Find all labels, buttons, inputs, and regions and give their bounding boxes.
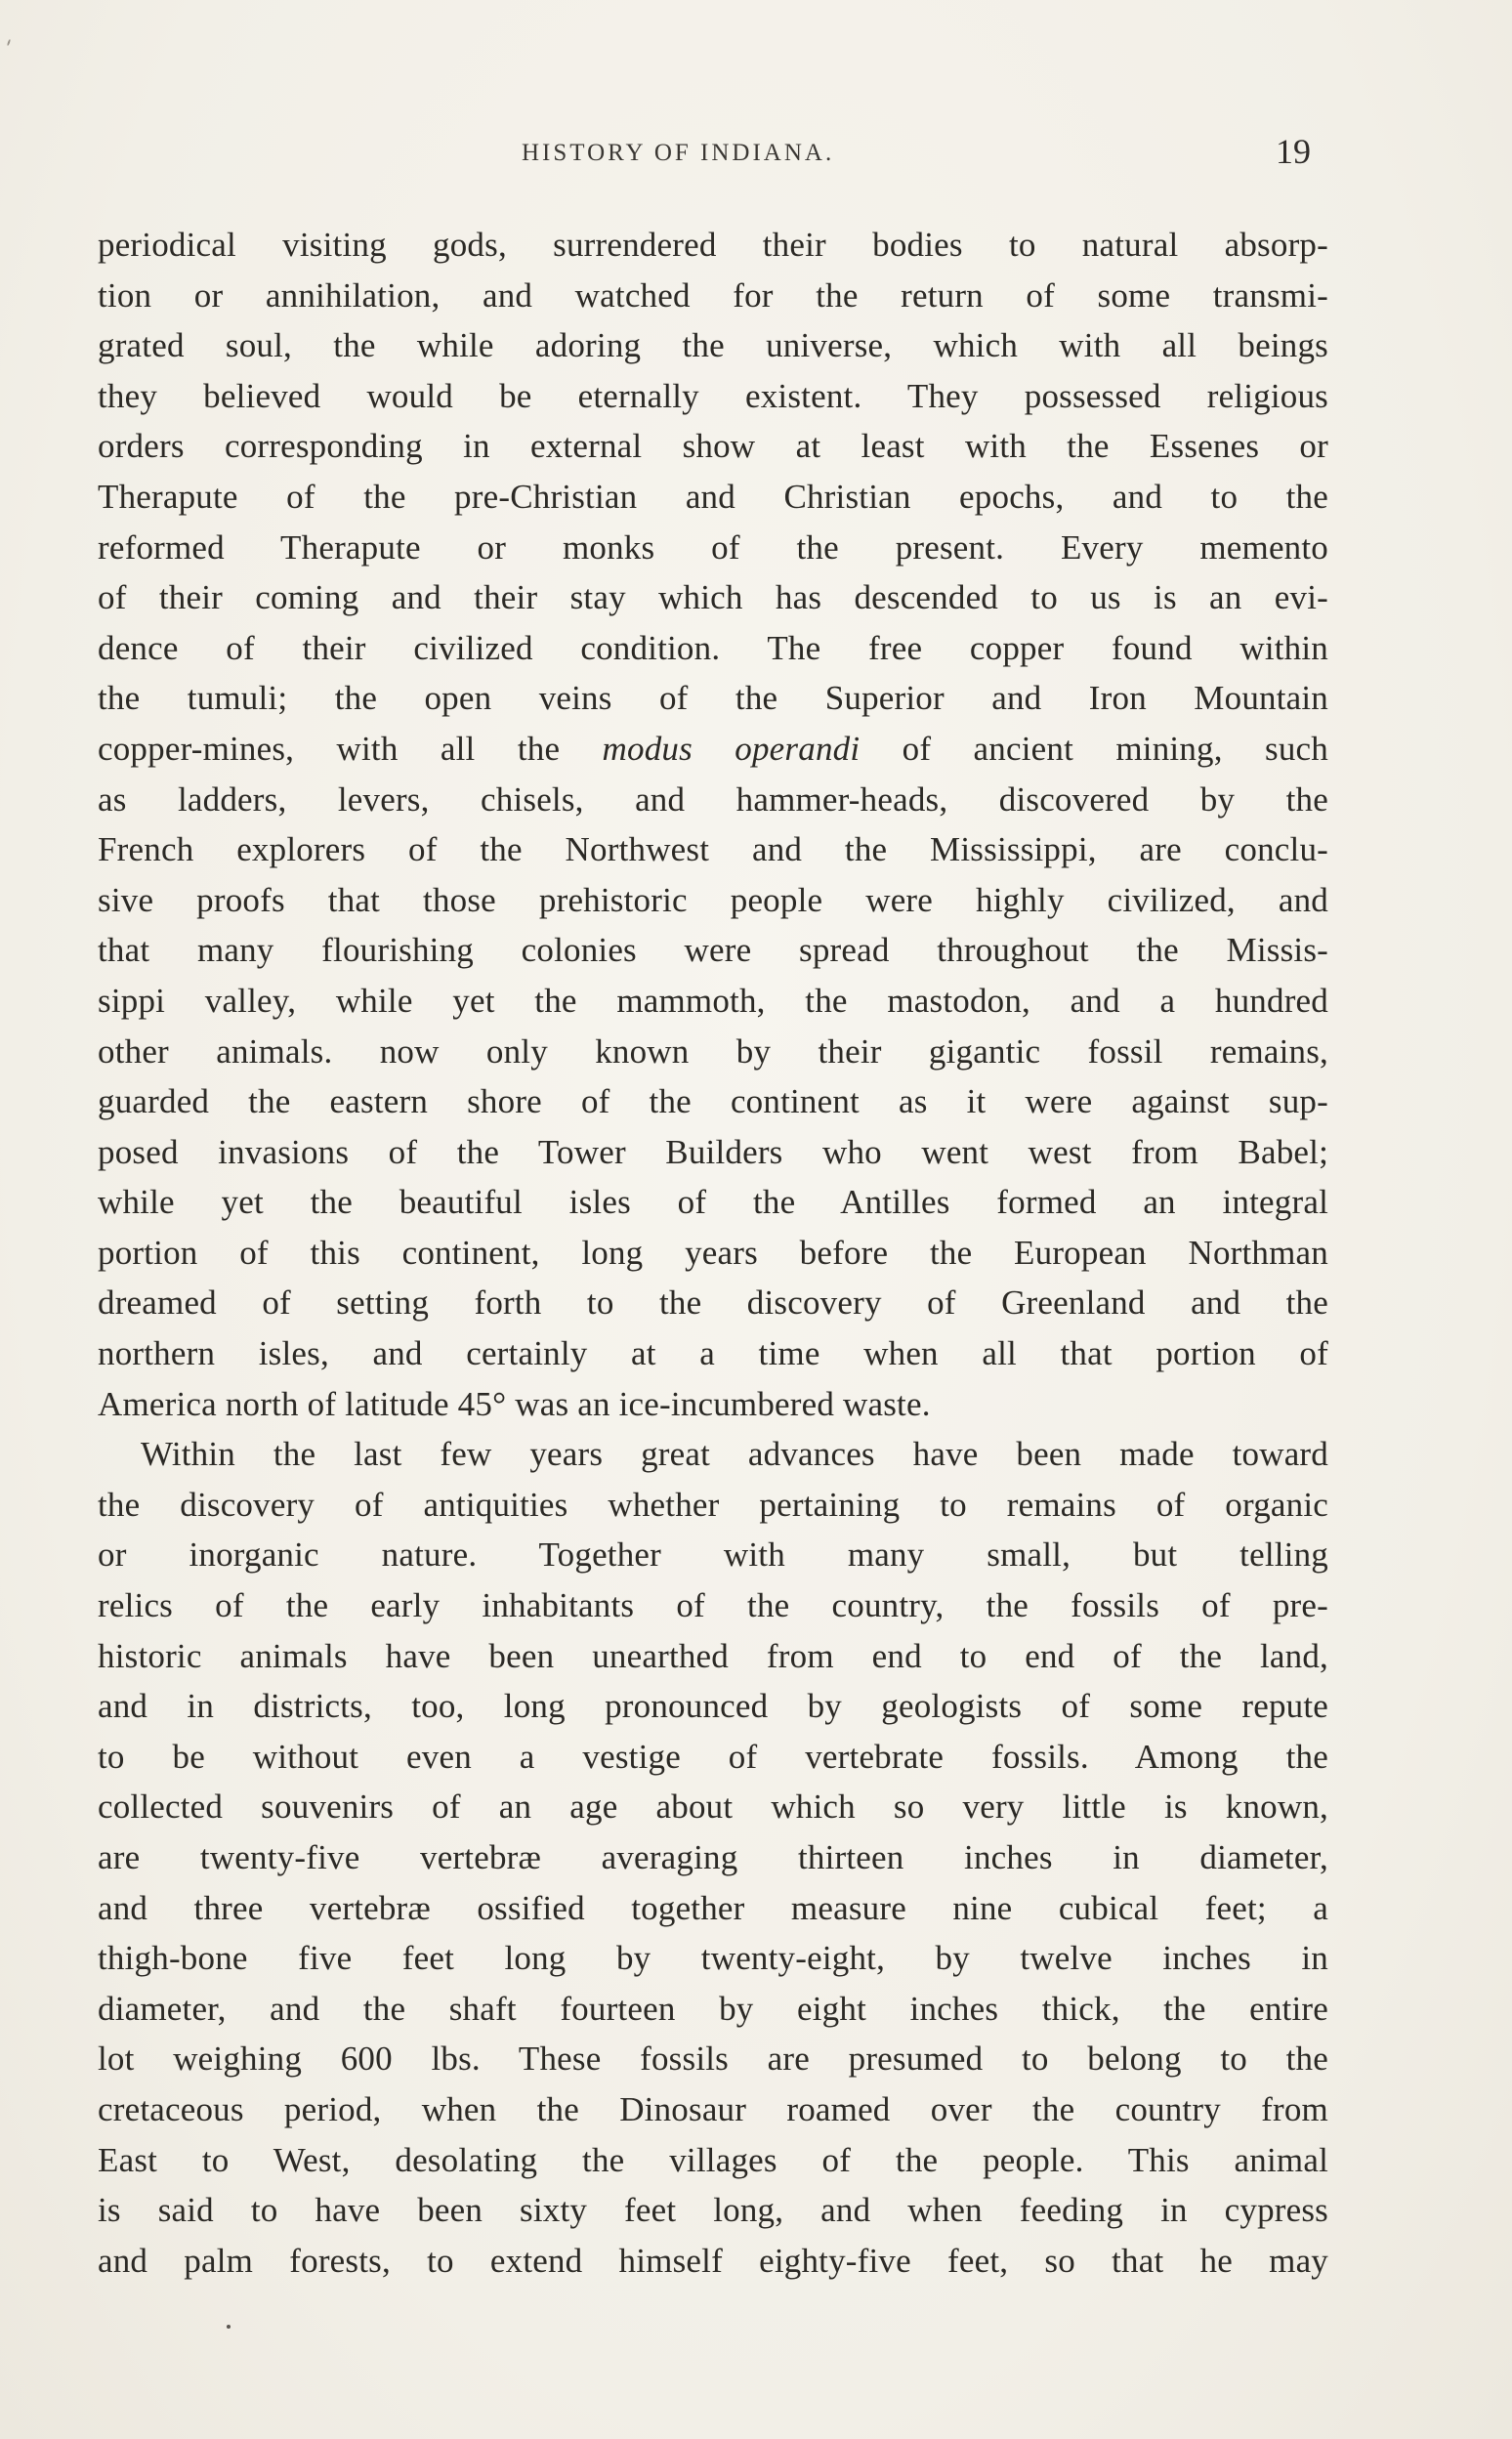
text-run: grated soul, the while adoring the universe, which with all beings bbox=[98, 326, 1328, 365]
text-line bbox=[98, 1228, 1328, 1279]
text-line bbox=[98, 824, 1328, 875]
text-run: posed invasions of the Tower Builders who went west from Babel; bbox=[98, 1132, 1328, 1171]
text-line bbox=[98, 1429, 1328, 1480]
text-run: of ancient mining, such bbox=[860, 729, 1328, 768]
page-mark bbox=[7, 39, 11, 46]
text-line bbox=[98, 976, 1328, 1027]
text-line bbox=[98, 1027, 1328, 1077]
text-run: Therapute of the pre-Christian and Christian epochs, and to the bbox=[98, 477, 1328, 516]
text-line bbox=[98, 2034, 1328, 2084]
text-run: the discovery of antiquities whether pertaining to remains of organic bbox=[98, 1485, 1328, 1524]
text-line bbox=[98, 271, 1328, 321]
text-line bbox=[98, 523, 1328, 573]
text-run: they believed would be eternally existent. They possessed religious bbox=[98, 376, 1328, 415]
paragraph bbox=[98, 1429, 1328, 2286]
text-run: dence of their civilized condition. The free copper found within bbox=[98, 628, 1328, 667]
text-line bbox=[98, 1732, 1328, 1783]
text-run: as ladders, levers, chisels, and hammer-heads, discovered by the bbox=[98, 779, 1328, 819]
text-run: sippi valley, while yet the mammoth, the mastodon, and a hundred bbox=[98, 981, 1328, 1020]
text-line bbox=[98, 2185, 1328, 2236]
text-run: while yet the beautiful isles of the Antilles formed an integral bbox=[98, 1183, 1328, 1222]
text-line bbox=[98, 1984, 1328, 2035]
text-run: East to West, desolating the villages of the people. This animal bbox=[98, 2140, 1328, 2179]
text-line bbox=[98, 875, 1328, 926]
text-run: other animals. now only known by their gigantic fossil remains, bbox=[98, 1031, 1328, 1071]
text-line bbox=[98, 1177, 1328, 1228]
text-run: lot weighing 600 lbs. These fossils are presumed to belong to the bbox=[98, 2040, 1328, 2079]
text-line bbox=[98, 2135, 1328, 2186]
paragraph bbox=[98, 220, 1328, 1429]
text-line bbox=[98, 1278, 1328, 1328]
text-line bbox=[98, 673, 1328, 724]
text-run: northern isles, and certainly at a time when all that portion of bbox=[98, 1334, 1328, 1373]
text-line bbox=[98, 1530, 1328, 1580]
text-run: relics of the early inhabitants of the country, the fossils of pre- bbox=[98, 1586, 1328, 1625]
text-line bbox=[98, 1883, 1328, 1934]
text-line bbox=[98, 472, 1328, 523]
text-run: copper-mines, with all the bbox=[98, 729, 603, 768]
text-line bbox=[98, 572, 1328, 623]
text-line bbox=[98, 320, 1328, 371]
text-run: and palm forests, to extend himself eighty-five feet, so that he may bbox=[98, 2241, 1328, 2280]
text-line bbox=[98, 1328, 1328, 1379]
text-run: French explorers of the Northwest and the Mississippi, are conclu- bbox=[98, 830, 1328, 869]
running-head: HISTORY OF INDIANA. bbox=[522, 140, 835, 166]
text-run: reformed Therapute or monks of the present. Every memento bbox=[98, 527, 1328, 567]
text-line bbox=[98, 1933, 1328, 1984]
text-run: cretaceous period, when the Dinosaur roamed over the country from bbox=[98, 2089, 1328, 2128]
text-run: collected souvenirs of an age about which so very little is known, bbox=[98, 1787, 1328, 1827]
text-run: and three vertebræ ossified together measure nine cubical feet; a bbox=[98, 1888, 1328, 1927]
body-text bbox=[98, 220, 1328, 2286]
text-line bbox=[98, 1127, 1328, 1178]
text-run: or inorganic nature. Together with many small, but telling bbox=[98, 1535, 1328, 1575]
text-run: orders corresponding in external show at least with the Essenes or bbox=[98, 427, 1328, 466]
text-run: Within the last few years great advances have been made toward bbox=[141, 1435, 1328, 1474]
page-number: 19 bbox=[1276, 132, 1311, 171]
text-line bbox=[98, 1832, 1328, 1883]
text-line bbox=[98, 623, 1328, 674]
text-run: dreamed of setting forth to the discovery of Greenland and the bbox=[98, 1283, 1328, 1323]
text-line bbox=[98, 925, 1328, 976]
text-run: is said to have been sixty feet long, and when feeding in cypress bbox=[98, 2191, 1328, 2230]
text-line bbox=[98, 1379, 1328, 1430]
text-run: tion or annihilation, and watched for the return of some transmi- bbox=[98, 275, 1328, 315]
text-line bbox=[98, 1580, 1328, 1631]
text-run: America north of latitude 45° was an ice-incumbered waste. bbox=[98, 1384, 931, 1423]
text-line bbox=[98, 775, 1328, 825]
page-mark bbox=[227, 2325, 231, 2329]
text-run: to be without even a vestige of vertebrate fossils. Among the bbox=[98, 1737, 1328, 1776]
text-run: of their coming and their stay which has descended to us is an evi- bbox=[98, 578, 1328, 617]
text-run: portion of this continent, long years before the European Northman bbox=[98, 1233, 1328, 1272]
text-run: historic animals have been unearthed from end to end of the land, bbox=[98, 1636, 1328, 1675]
text-line bbox=[98, 1681, 1328, 1732]
text-line bbox=[98, 724, 1328, 775]
text-run: diameter, and the shaft fourteen by eight inches thick, the entire bbox=[98, 1989, 1328, 2028]
text-line bbox=[98, 1480, 1328, 1531]
text-line bbox=[98, 220, 1328, 271]
text-run: and in districts, too, long pronounced by geologists of some repute bbox=[98, 1687, 1328, 1726]
italic-phrase: modus operandi bbox=[602, 729, 861, 768]
text-line bbox=[98, 1631, 1328, 1682]
text-line bbox=[98, 371, 1328, 422]
text-line bbox=[98, 1782, 1328, 1832]
text-run: guarded the eastern shore of the continent as it were against sup- bbox=[98, 1082, 1328, 1121]
text-line bbox=[98, 1076, 1328, 1127]
text-line bbox=[98, 2084, 1328, 2135]
text-run: that many flourishing colonies were spread throughout the Missis- bbox=[98, 931, 1328, 970]
text-run: periodical visiting gods, surrendered their bodies to natural absorp- bbox=[98, 226, 1328, 264]
text-line bbox=[98, 2236, 1328, 2287]
text-line bbox=[98, 421, 1328, 472]
text-run: sive proofs that those prehistoric people were highly civilized, and bbox=[98, 880, 1328, 919]
text-run: thigh-bone five feet long by twenty-eight, by twelve inches in bbox=[98, 1939, 1328, 1978]
text-run: are twenty-five vertebræ averaging thirteen inches in diameter, bbox=[98, 1838, 1328, 1876]
text-run: the tumuli; the open veins of the Superior and Iron Mountain bbox=[98, 679, 1328, 718]
